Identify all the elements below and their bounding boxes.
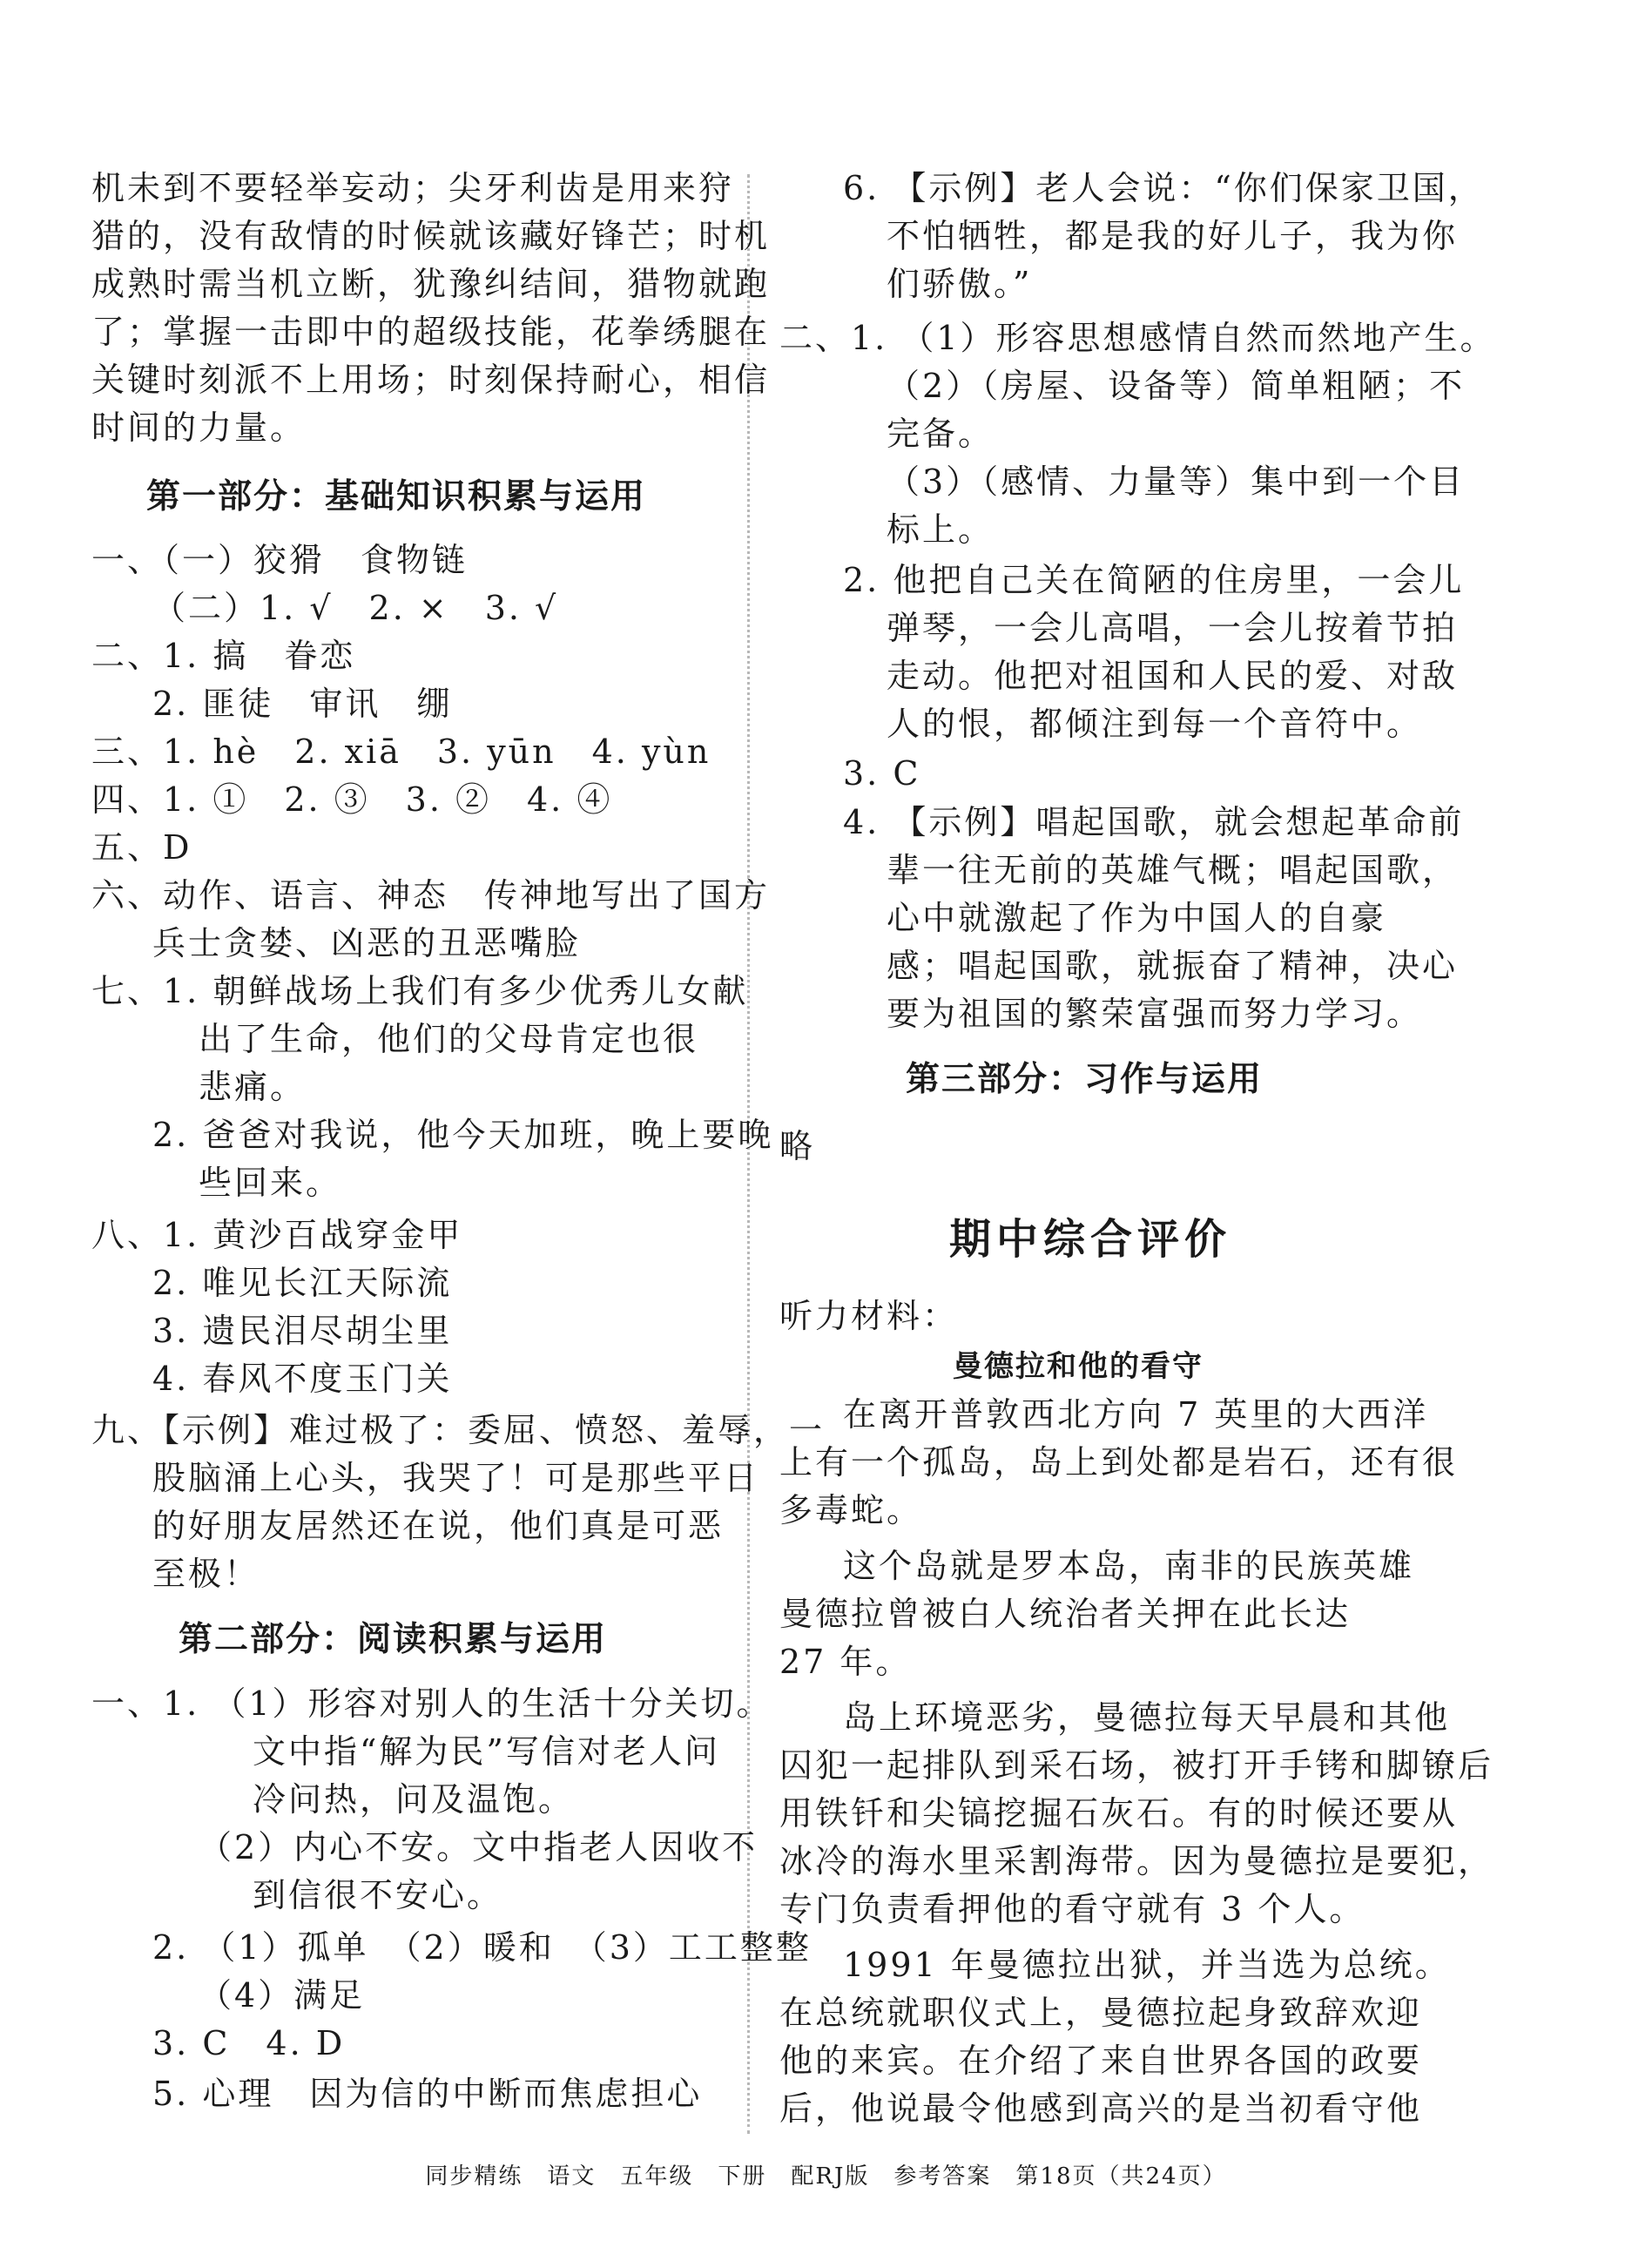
answer-line: 冷问热，问及温饱。 bbox=[253, 1780, 575, 1819]
answer-line: 要为祖国的繁荣富强而努力学习。 bbox=[887, 995, 1423, 1033]
answer-line: 6. 【示例】老人会说：“你们保家卫国， bbox=[843, 169, 1484, 207]
midterm-heading: 期中综合评价 bbox=[949, 1215, 1232, 1264]
answer-line: 2. 爸爸对我说，他今天加班，晚上要晚 bbox=[152, 1116, 774, 1154]
answer-line: （4）满足 bbox=[199, 1976, 366, 2015]
answer-line: 感；唱起国歌，就振奋了精神，决心 bbox=[887, 947, 1459, 985]
answer-line: 的好朋友居然还在说，他们真是可恶 bbox=[152, 1507, 725, 1545]
answer-line: 4. 春风不度玉门关 bbox=[152, 1360, 453, 1398]
answer-line: 二、1. 搞 眷恋 bbox=[91, 637, 356, 675]
answer-line: 弹琴，一会儿高唱，一会儿按着节拍 bbox=[887, 609, 1459, 647]
text-line: 成熟时需当机立断，犹豫纠结间，猎物就跑 bbox=[91, 265, 771, 303]
answer-line: 四、1. ① 2. ③ 3. ② 4. ④ bbox=[91, 780, 613, 819]
story-line: 他的来宾。在介绍了来自世界各国的政要 bbox=[779, 2042, 1423, 2080]
answer-line: 完备。 bbox=[887, 415, 995, 453]
story-line: 专门负责看押他的看守就有 3 个人。 bbox=[779, 1890, 1365, 1928]
part3-heading: 第三部分：习作与运用 bbox=[906, 1060, 1264, 1099]
part3-body: 略 bbox=[779, 1127, 816, 1165]
story-line: 1991 年曼德拉出狱，并当选为总统。 bbox=[843, 1946, 1451, 1984]
answer-line: 兵士贪婪、凶恶的丑恶嘴脸 bbox=[152, 924, 582, 962]
answer-line: 5. 心理 因为信的中断而焦虑担心 bbox=[152, 2075, 703, 2113]
story-line: 曼德拉曾被白人统治者关押在此长达 bbox=[779, 1595, 1352, 1633]
story-title: 曼德拉和他的看守 bbox=[953, 1349, 1204, 1384]
answer-line: 走动。他把对祖国和人民的爱、对敌 bbox=[887, 657, 1459, 695]
answer-line: 3. 遗民泪尽胡尘里 bbox=[152, 1312, 453, 1350]
story-line: 多毒蛇。 bbox=[779, 1491, 923, 1529]
answer-line: （2）（房屋、设备等）简单粗陋；不 bbox=[887, 367, 1466, 405]
story-line: 囚犯一起排队到采石场，被打开手铐和脚镣后 bbox=[779, 1746, 1494, 1785]
answer-line: 3. C bbox=[843, 754, 921, 793]
story-line: 这个岛就是罗本岛，南非的民族英雄 bbox=[843, 1547, 1415, 1585]
answer-line: 2. 他把自己关在简陋的住房里，一会儿 bbox=[843, 561, 1465, 599]
story-line: 冰冷的海水里采割海带。因为曼德拉是要犯， bbox=[779, 1842, 1494, 1880]
answer-line: 五、D bbox=[91, 828, 192, 867]
text-line: 机未到不要轻举妄动；尖牙利齿是用来狩 bbox=[91, 169, 735, 207]
answer-line: 2. （1）孤单 （2）暖和 （3）工工整整 bbox=[152, 1928, 812, 1967]
text-line: 时间的力量。 bbox=[91, 408, 307, 447]
answer-line: 六、动作、语言、神态 传神地写出了国方 bbox=[91, 876, 771, 915]
text-line: 了；掌握一击即中的超级技能，花拳绣腿在 bbox=[91, 313, 771, 351]
story-line: 用铁钎和尖镐挖掘石灰石。有的时候还要从 bbox=[779, 1794, 1459, 1832]
answer-line: （二）1. √ 2. × 3. √ bbox=[152, 589, 559, 627]
story-line: 后，他说最令他感到高兴的是当初看守他 bbox=[779, 2089, 1423, 2128]
answer-line: 悲痛。 bbox=[199, 1068, 307, 1106]
answer-line: 一、（一）狡猾 食物链 bbox=[91, 541, 469, 579]
story-line: 在离开普敦西北方向 7 英里的大西洋 bbox=[843, 1395, 1429, 1434]
part2-heading: 第二部分：阅读积累与运用 bbox=[179, 1620, 608, 1659]
listening-label: 听力材料： bbox=[779, 1297, 959, 1335]
answer-line: 出了生命，他们的父母肯定也很 bbox=[199, 1020, 699, 1058]
story-line: 上有一个孤岛，岛上到处都是岩石，还有很 bbox=[779, 1443, 1459, 1481]
answer-line: 心中就激起了作为中国人的自豪 bbox=[887, 899, 1387, 937]
answer-line: 到信很不安心。 bbox=[253, 1876, 503, 1914]
answer-line: 二、1. （1）形容思想感情自然而然地产生。 bbox=[779, 319, 1496, 357]
answer-line: 些回来。 bbox=[199, 1164, 342, 1202]
answer-line: 标上。 bbox=[887, 510, 995, 549]
answer-line: 九、【示例】难过极了：委屈、愤怒、羞辱，一 bbox=[91, 1411, 826, 1449]
answer-line: 八、1. 黄沙百战穿金甲 bbox=[91, 1216, 463, 1254]
answer-line: 辈一往无前的英雄气概；唱起国歌， bbox=[887, 851, 1459, 889]
answer-line: 七、1. 朝鲜战场上我们有多少优秀儿女献 bbox=[91, 972, 749, 1010]
answer-line: 股脑涌上心头，我哭了！可是那些平日 bbox=[152, 1459, 760, 1497]
answer-line: 不怕牺牲，都是我的好儿子，我为你 bbox=[887, 217, 1459, 255]
answer-line: 2. 唯见长江天际流 bbox=[152, 1264, 453, 1302]
answer-line: （2）内心不安。文中指老人因收不 bbox=[199, 1828, 759, 1866]
answer-line: 4. 【示例】唱起国歌，就会想起革命前 bbox=[843, 803, 1465, 841]
answer-line: 一、1. （1）形容对别人的生活十分关切。 bbox=[91, 1684, 772, 1723]
answer-line: 三、1. hè 2. xiā 3. yūn 4. yùn bbox=[91, 732, 711, 771]
story-line: 岛上环境恶劣，曼德拉每天早晨和其他 bbox=[843, 1698, 1451, 1737]
answer-line: 文中指“解为民”写信对老人问 bbox=[253, 1732, 720, 1771]
story-line: 在总统就职仪式上，曼德拉起身致辞欢迎 bbox=[779, 1994, 1423, 2032]
story-line: 27 年。 bbox=[779, 1643, 912, 1681]
page-footer: 同步精练 语文 五年级 下册 配RJ版 参考答案 第18页（共24页） bbox=[425, 2163, 1227, 2190]
answer-line: 2. 匪徒 审讯 绷 bbox=[152, 685, 453, 723]
text-line: 关键时刻派不上用场；时刻保持耐心，相信 bbox=[91, 361, 771, 399]
answer-line: 人的恨，都倾注到每一个音符中。 bbox=[887, 705, 1423, 743]
part1-heading: 第一部分：基础知识积累与运用 bbox=[146, 477, 647, 516]
answer-line: 3. C 4. D bbox=[152, 2024, 346, 2062]
answer-line: 至极！ bbox=[152, 1555, 260, 1593]
answer-line: （3）（感情、力量等）集中到一个目 bbox=[887, 462, 1466, 501]
text-line: 猎的，没有敌情的时候就该藏好锋芒；时机 bbox=[91, 217, 771, 255]
answer-line: 们骄傲。” bbox=[887, 265, 1033, 303]
